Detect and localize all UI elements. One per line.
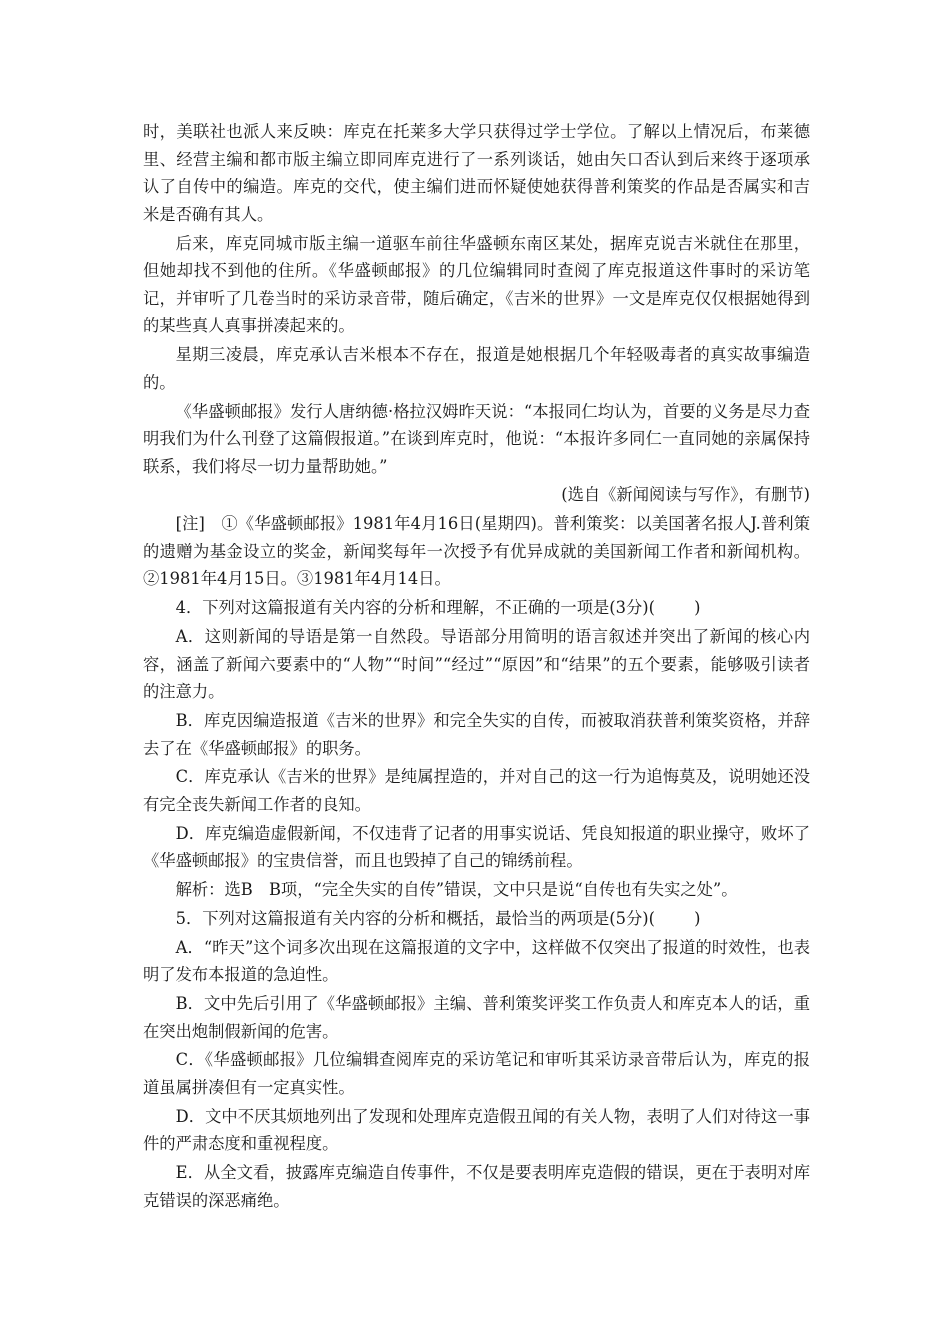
paragraph-3: 星期三凌晨，库克承认吉米根本不存在，报道是她根据几个年轻吸毒者的真实故事编造的。 xyxy=(143,345,810,392)
footnote: [注] ①《华盛顿邮报》1981年4月16日(星期四)。普利策奖：以美国著名报人J.普利策的遗赠为基金设立的奖金，新闻奖每年一次授予有优异成就的美国新闻工作者和新闻机构。②1981年4月15日。③1981年4月14日。 xyxy=(143,514,810,589)
question-5-option-b: B．文中先后引用了《华盛顿邮报》主编、普利策奖评奖工作负责人和库克本人的话，重在突出炮制假新闻的危害。 xyxy=(143,994,810,1041)
question-4-stem xyxy=(143,594,810,622)
paragraph-2: 后来，库克同城市版主编一道驱车前往华盛顿东南区某处，据库克说吉米就住在那里，但她却找不到他的住所。《华盛顿邮报》的几位编辑同时查阅了库克报道这件事时的采访笔记，并审听了几卷当时的采访录音带，随后确定，《吉米的世界》一文是库克仅仅根据她得到的某些真人真事拼凑起来的。 xyxy=(143,233,810,336)
question-5-stem-close: ) xyxy=(694,908,701,928)
question-4-option-a: A．这则新闻的导语是第一自然段。导语部分用简明的语言叙述并突出了新闻的核心内容，涵盖了新闻六要素中的“人物”“时间”“经过”“原因”和“结果”的五个要素，能够吸引读者的注意力。 xyxy=(143,627,810,702)
question-5-option-a: A．“昨天”这个词多次出现在这篇报道的文字中，这样做不仅突出了报道的时效性，也表明了发布本报道的急迫性。 xyxy=(143,937,810,985)
question-5-option-c: C．《华盛顿邮报》几位编辑查阅库克的采访笔记和审听其采访录音带后认为，库克的报道虽属拼凑但有一定真实性。 xyxy=(143,1050,810,1097)
question-5-option-d: D．文中不厌其烦地列出了发现和处理库克造假丑闻的有关人物，表明了人们对待这一事件的严肃态度和重视程度。 xyxy=(143,1106,810,1154)
document-body xyxy=(143,118,810,1216)
question-4-stem-close: ) xyxy=(694,598,701,618)
question-5-stem xyxy=(143,905,810,933)
question-4-option-c: C．库克承认《吉米的世界》是纯属捏造的，并对自己的这一行为追悔莫及，说明她还没有完全丧失新闻工作者的良知。 xyxy=(143,767,810,814)
paragraph-4: 《华盛顿邮报》发行人唐纳德·格拉汉姆昨天说：“本报同仁均认为，首要的义务是尽力查明我们为什么刊登了这篇假报道。”在谈到库克时，他说：“本报许多同仁一直同她的亲属保持联系，我们将尽一切力量帮助她。” xyxy=(143,401,810,476)
question-4-stem-text: 4．下列对这篇报道有关内容的分析和理解，不正确的一项是(3分)( xyxy=(175,598,655,618)
question-4-option-b: B．库克因编造报道《吉米的世界》和完全失实的自传，而被取消获普利策奖资格，并辞去了在《华盛顿邮报》的职务。 xyxy=(143,710,810,758)
question-4-option-d: D．库克编造虚假新闻，不仅违背了记者的用事实说话、凭良知报道的职业操守，败坏了《华盛顿邮报》的宝贵信誉，而且也毁掉了自己的锦绣前程。 xyxy=(143,823,810,871)
question-5-stem-text: 5．下列对这篇报道有关内容的分析和概括，最恰当的两项是(5分)( xyxy=(175,908,655,928)
question-4-analysis: 解析：选B B项，“完全失实的自传”错误，文中只是说“自传也有失实之处”。 xyxy=(175,880,738,900)
paragraph-1: 时，美联社也派人来反映：库克在托莱多大学只获得过学士学位。了解以上情况后，布莱德里、经营主编和都市版主编立即同库克进行了一系列谈话，她由矢口否认到后来终于逐项承认了自传中的编造。库克的交代，使主编们进而怀疑使她获得普利策奖的作品是否属实和吉米是否确有其人。 xyxy=(143,122,810,224)
question-5-option-e: E．从全文看，披露库克编造自传事件，不仅是要表明库克造假的错误，更在于表明对库克错误的深恶痛绝。 xyxy=(143,1163,810,1210)
source-citation: (选自《新闻阅读与写作》，有删节) xyxy=(561,485,810,505)
